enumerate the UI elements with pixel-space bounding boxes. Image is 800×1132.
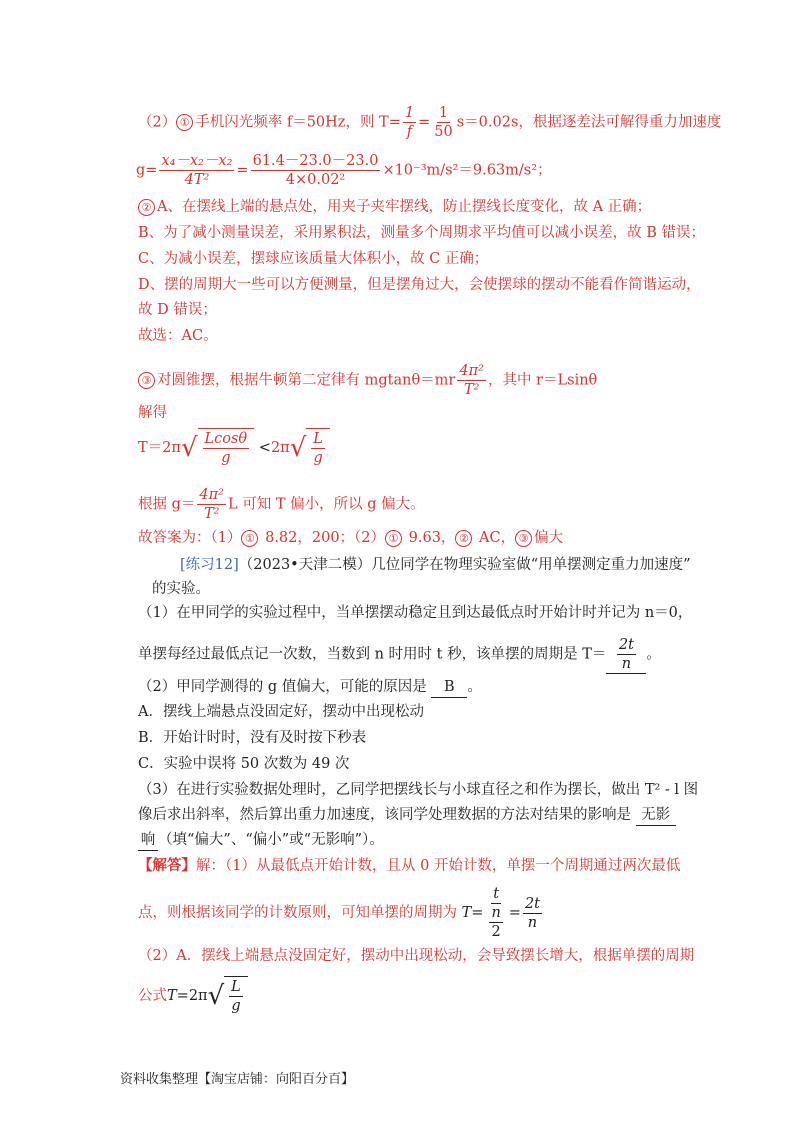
text: A．摆线上端悬点没固定好，摆动中出现松动 (138, 704, 424, 720)
numerator: 1 (404, 105, 415, 121)
denominator: 4T² (184, 172, 210, 188)
fraction (251, 152, 381, 189)
denominator (485, 904, 506, 941)
text: 。 (467, 679, 482, 695)
answer-blank: 无影 (636, 805, 676, 826)
fraction (197, 486, 226, 523)
text: 像后求出斜率，然后算出重力加速度，该同学处理数据的方法对结果的影响是 (138, 807, 631, 823)
exercise-heading-cont (152, 579, 210, 599)
exercise-heading (180, 555, 691, 575)
text: B、为了减小测量误差，采用累积法，测量多个周期求平均值可以减小误差，故 B 错误； (138, 225, 706, 241)
line-solve (138, 403, 167, 423)
option-c (138, 754, 349, 774)
text: 的实验。 (152, 581, 210, 597)
question-3 (138, 780, 698, 800)
circle-number: ① (385, 530, 402, 547)
solution-line-3 (138, 946, 694, 966)
denominator: g (221, 450, 231, 466)
numerator: 1 (438, 105, 449, 121)
denominator: f (406, 124, 413, 140)
text: 手机闪光频率 f＝50Hz，则 T= (195, 114, 401, 131)
fraction (432, 104, 454, 141)
line-option-d (138, 275, 701, 295)
numerator: L (231, 979, 241, 995)
line-g-calc: g= $\frac{\text{x₄－x₂－x₂}}{\text{4T²}}$ = $\frac{61.4-23.0-23.0}{\text{4×0.02²}}$ ×10⁻³m/s²＝9.63m/s²； (136, 153, 552, 188)
numerator: 2t (524, 895, 540, 912)
denominator: T² (463, 382, 480, 398)
equals: = (471, 905, 484, 921)
text: L 可知 T 偏小，所以 g 偏大。 (227, 496, 425, 513)
circle-number: ③ (138, 372, 155, 389)
text: 解得 (138, 405, 167, 421)
text: 2π (270, 440, 290, 456)
text: C、为减小误差，摆球应该质量大体积小，故 C 正确； (138, 251, 489, 267)
line-g-conclusion (138, 486, 425, 523)
text: T＝2π (138, 440, 181, 456)
denominator: g (231, 998, 241, 1014)
circle-number: ② (138, 199, 155, 216)
denominator: n (527, 914, 538, 931)
text: 9.63， (404, 530, 456, 546)
text: g= (136, 162, 158, 179)
text: ，其中 r＝Lsinθ (487, 372, 598, 389)
line-answers (138, 528, 563, 548)
text: C．实验中误将 50 次数为 49 次 (138, 756, 350, 772)
solution-line-2 (138, 885, 544, 941)
text: 对圆锥摆，根据牛顿第二定律有 mgtanθ＝mr (157, 372, 456, 389)
answer-blank (606, 636, 646, 674)
option-a (138, 702, 424, 722)
denominator: 50 (434, 124, 453, 140)
question-1-cont (138, 636, 661, 674)
text: B．开始计时时，没有及时按下秒表 (138, 730, 367, 746)
line-conical (138, 362, 597, 399)
equals: = (508, 905, 521, 921)
text: （填“偏大”、“偏小”或“无影响”）。 (158, 832, 384, 848)
fraction (159, 152, 234, 189)
fraction (457, 362, 486, 399)
text: A、在摆线上端的悬点处，用夹子夹牢摆线，防止摆线长度变化，故 A 正确； (157, 199, 652, 215)
numerator: 2t (618, 637, 634, 653)
denominator: n (621, 656, 632, 672)
text: ×10⁻³m/s²＝9.63m/s²； (382, 162, 552, 179)
line-period-compare (138, 428, 330, 468)
line-choice (138, 326, 218, 346)
fraction (523, 895, 542, 932)
fraction (489, 904, 502, 941)
solution-line-4 (138, 976, 248, 1016)
answer-blank: B (431, 677, 467, 698)
square-root: √ $\frac{L}{g}$ (290, 428, 330, 468)
text: 根据 g＝ (138, 496, 196, 513)
circle-number: ② (455, 530, 472, 547)
text: s＝0.02s，根据逐差法可解得重力加速度 (456, 114, 722, 131)
equals: =2π (176, 988, 208, 1004)
circle-number: ① (176, 114, 193, 131)
numerator: x₄－x₂－x₂ (161, 153, 233, 169)
square-root: √ $\frac{Lcos\theta}{g}$ (181, 428, 254, 468)
line-option-c (138, 249, 488, 269)
numerator: 4π² (199, 487, 224, 503)
var-T: T (461, 905, 472, 921)
text: 。 (646, 646, 661, 663)
text: 故答案为：（1） (138, 530, 242, 546)
text: 公式 (138, 988, 167, 1004)
circle-number: ① (241, 530, 258, 547)
fraction (617, 636, 636, 673)
text: 偏大 (534, 530, 564, 546)
exercise-tag: [练习12] (180, 557, 239, 573)
text: （2023•天津二模）几位同学在物理实验室做“用单摆测定重力加速度” (238, 557, 691, 573)
question-3-end (138, 830, 384, 851)
line-part2-freq (138, 104, 721, 141)
less-than: < (258, 440, 271, 456)
option-b (138, 728, 366, 748)
text: （2）甲同学测得的 g 值偏大，可能的原因是 (138, 679, 427, 695)
fraction (203, 430, 250, 467)
text: AC， (474, 530, 516, 546)
text: 8.82，200；（2） (260, 530, 386, 546)
part-label: （2） (138, 114, 177, 131)
answer-blank: 响 (138, 830, 158, 851)
denominator: g (313, 450, 323, 466)
text: D、摆的周期大一些可以方便测量，但是摆角过大，会使摆球的摆动不能看作简谐运动， (138, 277, 701, 293)
line-option-a (138, 197, 651, 217)
text: 故 D 错误； (138, 302, 217, 318)
fraction (485, 885, 506, 941)
text: 点，则根据该同学的计数原则，可知单摆的周期为 (138, 905, 457, 921)
numerator: L (313, 431, 323, 447)
line-option-d-cont (138, 300, 217, 320)
numerator: Lcosθ (204, 431, 248, 447)
question-2 (138, 677, 482, 698)
circle-number: ③ (515, 530, 532, 547)
footer-source: 资料收集整理【淘宝店铺：向阳百分百】 (120, 1072, 355, 1087)
numerator: t (493, 886, 500, 902)
line-option-b (138, 223, 705, 243)
text: （1）在甲同学的实验过程中，当单摆摆动稳定且到达最低点时开始计时并记为 n＝0， (138, 605, 693, 621)
solution-tag: 【解答】 (138, 857, 196, 874)
denominator: 4×0.02² (285, 172, 346, 188)
text: 故选：AC。 (138, 328, 218, 344)
numerator: 61.4－23.0－23.0 (252, 153, 379, 169)
var-T: T (167, 988, 177, 1004)
denominator: T² (203, 506, 220, 522)
text: （2）A．摆线上端悬点没固定好，摆动中出现松动，会导致摆长增大，根据单摆的周期 (138, 948, 695, 964)
question-3-cont (138, 805, 676, 826)
equals: = (418, 114, 431, 131)
fraction (311, 430, 325, 467)
question-1 (138, 603, 692, 623)
denominator: 2 (491, 924, 501, 940)
fraction (403, 104, 416, 141)
text: 解：（1）从最低点开始计数，且从 0 开始计数，单摆一个周期通过两次最低 (196, 858, 681, 874)
text: （3）在进行实验数据处理时，乙同学把摆线长与小球直径之和作为摆长，做出 T² - l 图 (138, 782, 699, 798)
numerator: 4π² (459, 363, 484, 379)
solution-line-1 (138, 856, 680, 876)
fraction (229, 978, 243, 1015)
text: 单摆每经过最低点记一次数，当数到 n 时用时 t 秒，该单摆的周期是 T＝ (138, 646, 607, 663)
square-root: √ $\frac{L}{g}$ (208, 976, 248, 1016)
numerator: n (491, 905, 501, 921)
